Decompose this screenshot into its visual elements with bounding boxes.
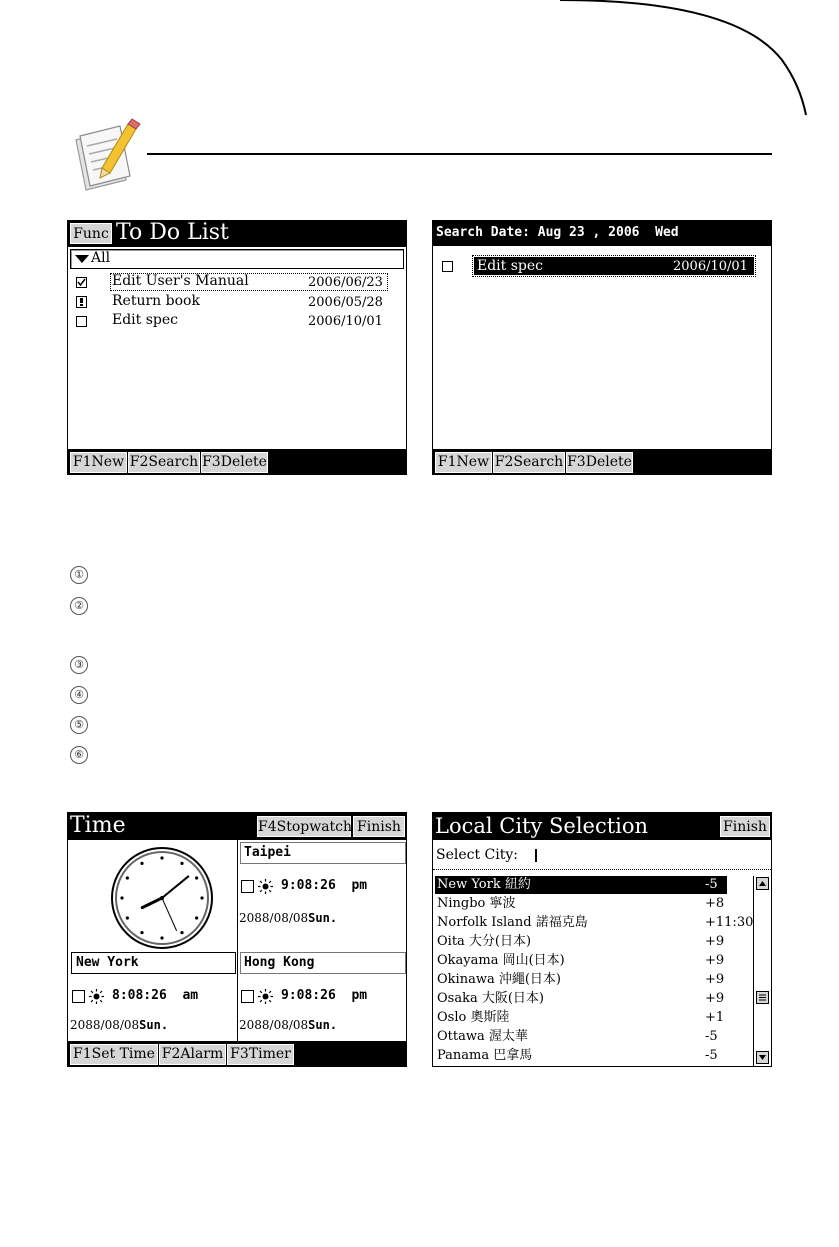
world-city-field[interactable] bbox=[240, 842, 406, 864]
world-date-row bbox=[239, 1016, 337, 1034]
city-utc-offset: +11:30 bbox=[705, 915, 754, 930]
alarm-checkbox-icon[interactable] bbox=[241, 880, 254, 893]
f3-delete-button[interactable]: F3Delete bbox=[201, 452, 268, 473]
unchecked-box-icon bbox=[76, 316, 87, 327]
filter-dropdown[interactable] bbox=[70, 249, 404, 269]
city-name: Osaka 大阪(日本) bbox=[437, 991, 544, 1006]
todo-item[interactable] bbox=[68, 272, 407, 292]
world-date-row bbox=[239, 909, 337, 927]
alarm-checkbox-icon[interactable] bbox=[72, 990, 85, 1003]
f2-search-button[interactable]: F2Search bbox=[493, 452, 565, 473]
local-city-selection-screen bbox=[432, 812, 772, 1067]
city-name: Panama 巴拿馬 bbox=[437, 1048, 533, 1063]
search-titlebar bbox=[433, 221, 771, 246]
search-item-date: 2006/10/01 bbox=[673, 259, 748, 274]
search-result-item[interactable] bbox=[433, 257, 772, 277]
todo-item-label: Edit User's Manual bbox=[112, 273, 249, 289]
step-marker-5: ⑤ bbox=[70, 716, 88, 734]
f1-set-time-button[interactable]: F1Set Time bbox=[70, 1044, 158, 1065]
note-pencil-icon bbox=[70, 118, 142, 194]
finish-button[interactable]: Finish bbox=[720, 816, 770, 837]
function-key-bar bbox=[68, 1041, 406, 1066]
scroll-up-arrow-icon[interactable] bbox=[756, 877, 769, 890]
world-city-field[interactable] bbox=[240, 952, 406, 974]
f3-delete-button[interactable]: F3Delete bbox=[566, 452, 633, 473]
checked-box-icon bbox=[76, 277, 87, 288]
clock-hour-mark bbox=[195, 876, 198, 879]
filter-value: All bbox=[91, 250, 111, 266]
city-name: Norfolk Island 諾福克島 bbox=[437, 915, 588, 930]
sun-icon bbox=[258, 989, 273, 1004]
world-city-name: Hong Kong bbox=[244, 955, 315, 970]
todo-item-date: 2006/05/28 bbox=[308, 295, 383, 310]
f1-new-button[interactable]: F1New bbox=[70, 452, 127, 473]
city-name: Oslo 奧斯陸 bbox=[437, 1010, 510, 1025]
city-list-item[interactable] bbox=[435, 876, 727, 894]
city-titlebar bbox=[433, 813, 771, 840]
city-name: Ottawa 渥太華 bbox=[437, 1029, 528, 1044]
local-city-name: New York bbox=[76, 955, 139, 970]
city-list-item[interactable] bbox=[435, 933, 727, 951]
city-utc-offset: -5 bbox=[705, 1048, 718, 1063]
local-day: Sun. bbox=[139, 1018, 169, 1032]
clock-hour-mark bbox=[180, 862, 183, 865]
scroll-down-arrow-icon[interactable] bbox=[756, 1051, 769, 1064]
world-date: 2088/08/08 bbox=[239, 911, 309, 925]
header-rule bbox=[147, 153, 772, 155]
todo-titlebar bbox=[68, 221, 406, 247]
city-list-item[interactable] bbox=[435, 971, 727, 989]
clock-hour-mark bbox=[180, 931, 183, 934]
todo-item-label: Return book bbox=[112, 293, 200, 309]
important-mark-icon bbox=[76, 296, 87, 308]
page-title: To Do List bbox=[116, 220, 229, 245]
clock-hour-mark bbox=[200, 896, 203, 899]
f2-alarm-button[interactable]: F2Alarm bbox=[159, 1044, 226, 1065]
sun-icon bbox=[89, 989, 104, 1004]
clock-hour-mark bbox=[120, 896, 123, 899]
todo-item-date: 2006/10/01 bbox=[308, 314, 383, 329]
sun-icon bbox=[258, 879, 273, 894]
clock-hour-mark bbox=[160, 856, 163, 859]
world-time: 9:08:26 pm bbox=[281, 988, 368, 1003]
step-marker-1: ① bbox=[70, 566, 88, 584]
select-city-label: Select City: bbox=[436, 847, 518, 863]
f3-timer-button[interactable]: F3Timer bbox=[227, 1044, 294, 1065]
time-titlebar bbox=[68, 813, 406, 840]
city-name: Okayama 岡山(日本) bbox=[437, 953, 565, 968]
function-key-bar bbox=[433, 449, 771, 474]
unchecked-box-icon bbox=[442, 261, 453, 272]
world-date: 2088/08/08 bbox=[239, 1018, 309, 1032]
city-name: Oita 大分(日本) bbox=[437, 934, 532, 949]
local-city-field[interactable] bbox=[71, 952, 236, 974]
scrollbar[interactable] bbox=[753, 876, 771, 1066]
todo-item-label: Edit spec bbox=[112, 312, 179, 328]
city-list-item[interactable] bbox=[435, 1047, 727, 1065]
world-day: Sun. bbox=[308, 1018, 338, 1032]
page-curve-decoration bbox=[0, 0, 839, 120]
page-title: Time bbox=[70, 813, 126, 838]
time-screen bbox=[67, 812, 407, 1067]
scroll-thumb[interactable] bbox=[756, 991, 769, 1004]
step-marker-3: ③ bbox=[70, 656, 88, 674]
f2-search-button[interactable]: F2Search bbox=[128, 452, 200, 473]
search-result-screen bbox=[432, 220, 772, 475]
analog-clock bbox=[110, 846, 214, 950]
world-day: Sun. bbox=[308, 911, 338, 925]
todo-item-date: 2006/06/23 bbox=[308, 275, 383, 290]
step-marker-6: ⑥ bbox=[70, 746, 88, 764]
alarm-checkbox-icon[interactable] bbox=[241, 990, 254, 1003]
clock-hour-mark bbox=[126, 916, 129, 919]
todo-list-screen bbox=[67, 220, 407, 475]
city-list-item[interactable] bbox=[435, 990, 727, 1008]
world-time: 9:08:26 pm bbox=[281, 878, 368, 893]
panel-divider bbox=[237, 840, 238, 1042]
city-list-item[interactable] bbox=[435, 914, 754, 932]
function-key-bar bbox=[68, 449, 406, 474]
search-item-label: Edit spec bbox=[477, 258, 544, 274]
city-utc-offset: +9 bbox=[705, 972, 725, 987]
local-time: 8:08:26 am bbox=[112, 988, 199, 1003]
local-date: 2088/08/08 bbox=[70, 1018, 140, 1032]
clock-hour-mark bbox=[140, 931, 143, 934]
city-utc-offset: +1 bbox=[705, 1010, 725, 1025]
city-list-item[interactable] bbox=[435, 952, 727, 970]
clock-hour-mark bbox=[126, 876, 129, 879]
city-utc-offset: +9 bbox=[705, 953, 725, 968]
dropdown-triangle-icon bbox=[75, 255, 89, 264]
todo-item[interactable] bbox=[68, 292, 407, 312]
city-search-row bbox=[433, 841, 772, 870]
todo-item[interactable] bbox=[68, 311, 407, 331]
search-date-title: Search Date: Aug 23 , 2006 Wed bbox=[436, 225, 679, 240]
clock-hour-mark bbox=[160, 936, 163, 939]
city-utc-offset: +9 bbox=[705, 934, 725, 949]
city-list-item[interactable] bbox=[435, 1009, 727, 1027]
page-title: Local City Selection bbox=[435, 814, 649, 838]
clock-hour-mark bbox=[195, 916, 198, 919]
func-button[interactable]: Func bbox=[70, 223, 112, 244]
step-marker-4: ④ bbox=[70, 686, 88, 704]
f4-stopwatch-button[interactable]: F4Stopwatch bbox=[257, 816, 351, 837]
city-list-item[interactable] bbox=[435, 895, 727, 913]
city-utc-offset: +9 bbox=[705, 991, 725, 1006]
city-name: Ningbo 寧波 bbox=[437, 896, 516, 911]
city-list-item[interactable] bbox=[435, 1028, 727, 1046]
step-marker-2: ② bbox=[70, 597, 88, 615]
city-name: Okinawa 沖繩(日本) bbox=[437, 972, 561, 987]
world-city-name: Taipei bbox=[244, 845, 291, 860]
finish-button[interactable]: Finish bbox=[353, 816, 405, 837]
local-date-row bbox=[70, 1016, 168, 1034]
text-cursor[interactable] bbox=[535, 849, 537, 862]
city-name: New York 紐約 bbox=[437, 877, 531, 892]
city-utc-offset: -5 bbox=[705, 1029, 718, 1044]
city-list bbox=[433, 876, 754, 1066]
f1-new-button[interactable]: F1New bbox=[435, 452, 492, 473]
clock-hour-mark bbox=[140, 862, 143, 865]
city-utc-offset: +8 bbox=[705, 896, 725, 911]
city-utc-offset: -5 bbox=[705, 877, 718, 892]
